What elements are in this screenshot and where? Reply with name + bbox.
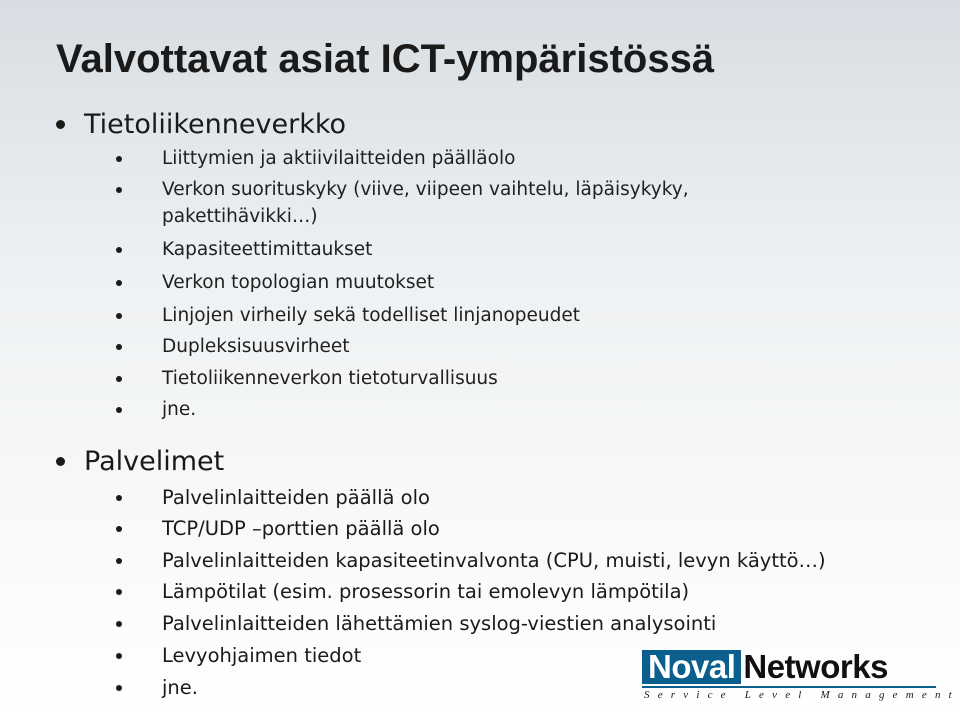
list-item xyxy=(116,673,198,702)
list-item-text: jne. xyxy=(162,399,197,420)
bullet-icon xyxy=(56,120,65,129)
list-item-text: Palvelinlaitteiden lähettämien syslog-viestien analysointi xyxy=(162,612,717,635)
list-item-text: Linjojen virheily sekä todelliset linjanopeudet xyxy=(162,305,580,326)
list-item xyxy=(116,144,515,173)
bullet-icon xyxy=(116,376,122,382)
slide-title: Valvottavat asiat ICT-ympäristössä xyxy=(56,37,715,81)
list-item-text: pakettihävikki…) xyxy=(162,206,318,227)
list-item xyxy=(116,332,350,361)
logo-wordmark xyxy=(642,650,888,684)
list-item xyxy=(116,301,580,330)
logo-word-text: Networks xyxy=(743,648,888,685)
bullet-icon xyxy=(116,344,122,350)
list-item-text: Tietoliikenneverkon tietoturvallisuus xyxy=(162,368,498,389)
list-item xyxy=(116,483,430,512)
list-item xyxy=(116,175,689,204)
list-item xyxy=(116,364,498,393)
list-item-text: TCP/UDP –porttien päällä olo xyxy=(162,517,440,540)
list-item-text: Dupleksisuusvirheet xyxy=(162,336,350,357)
list-item-text: Lämpötilat (esim. prosessorin tai emolevyn lämpötila) xyxy=(162,580,690,603)
bullet-icon xyxy=(116,526,122,532)
list-item xyxy=(116,609,716,638)
list-item-text: Palvelinlaitteiden päällä olo xyxy=(162,486,430,509)
bullet-icon xyxy=(116,313,122,319)
list-item-text: Levyohjaimen tiedot xyxy=(162,644,362,667)
list-item xyxy=(116,641,361,670)
section-heading xyxy=(56,443,224,479)
bullet-icon xyxy=(116,653,122,659)
bullet-icon xyxy=(116,156,122,162)
bullet-icon xyxy=(116,558,122,564)
list-item-continuation xyxy=(116,202,318,231)
section-heading xyxy=(56,106,346,142)
list-item xyxy=(116,546,826,575)
bullet-icon xyxy=(116,407,122,413)
list-item xyxy=(116,577,689,606)
list-item xyxy=(116,268,434,297)
list-item xyxy=(116,514,440,543)
bullet-icon xyxy=(116,495,122,501)
list-item-text: Kapasiteettimittaukset xyxy=(162,239,373,260)
logo-box-text: Noval xyxy=(642,650,741,684)
list-item xyxy=(116,395,196,424)
section-label-servers: Palvelimet xyxy=(84,445,225,477)
bullet-icon xyxy=(56,457,65,466)
bullet-icon xyxy=(116,685,122,691)
bullet-icon xyxy=(116,187,122,193)
bullet-icon xyxy=(116,621,122,627)
company-logo xyxy=(642,648,960,701)
logo-tagline: Service Level Management xyxy=(644,689,960,701)
list-item-text: Verkon topologian muutokset xyxy=(162,272,435,293)
bullet-icon xyxy=(116,280,122,286)
section-label-network: Tietoliikenneverkko xyxy=(84,108,347,140)
list-item-text: Verkon suorituskyky (viive, viipeen vaihtelu, läpäisykyky, xyxy=(162,179,689,200)
bullet-icon xyxy=(116,247,122,253)
list-item xyxy=(116,235,372,264)
list-item-text: Palvelinlaitteiden kapasiteetinvalvonta (CPU, muisti, levyn käyttö…) xyxy=(162,549,826,572)
list-item-text: jne. xyxy=(162,676,198,699)
bullet-icon xyxy=(116,589,122,595)
list-item-text: Liittymien ja aktiivilaitteiden päälläolo xyxy=(162,148,516,169)
